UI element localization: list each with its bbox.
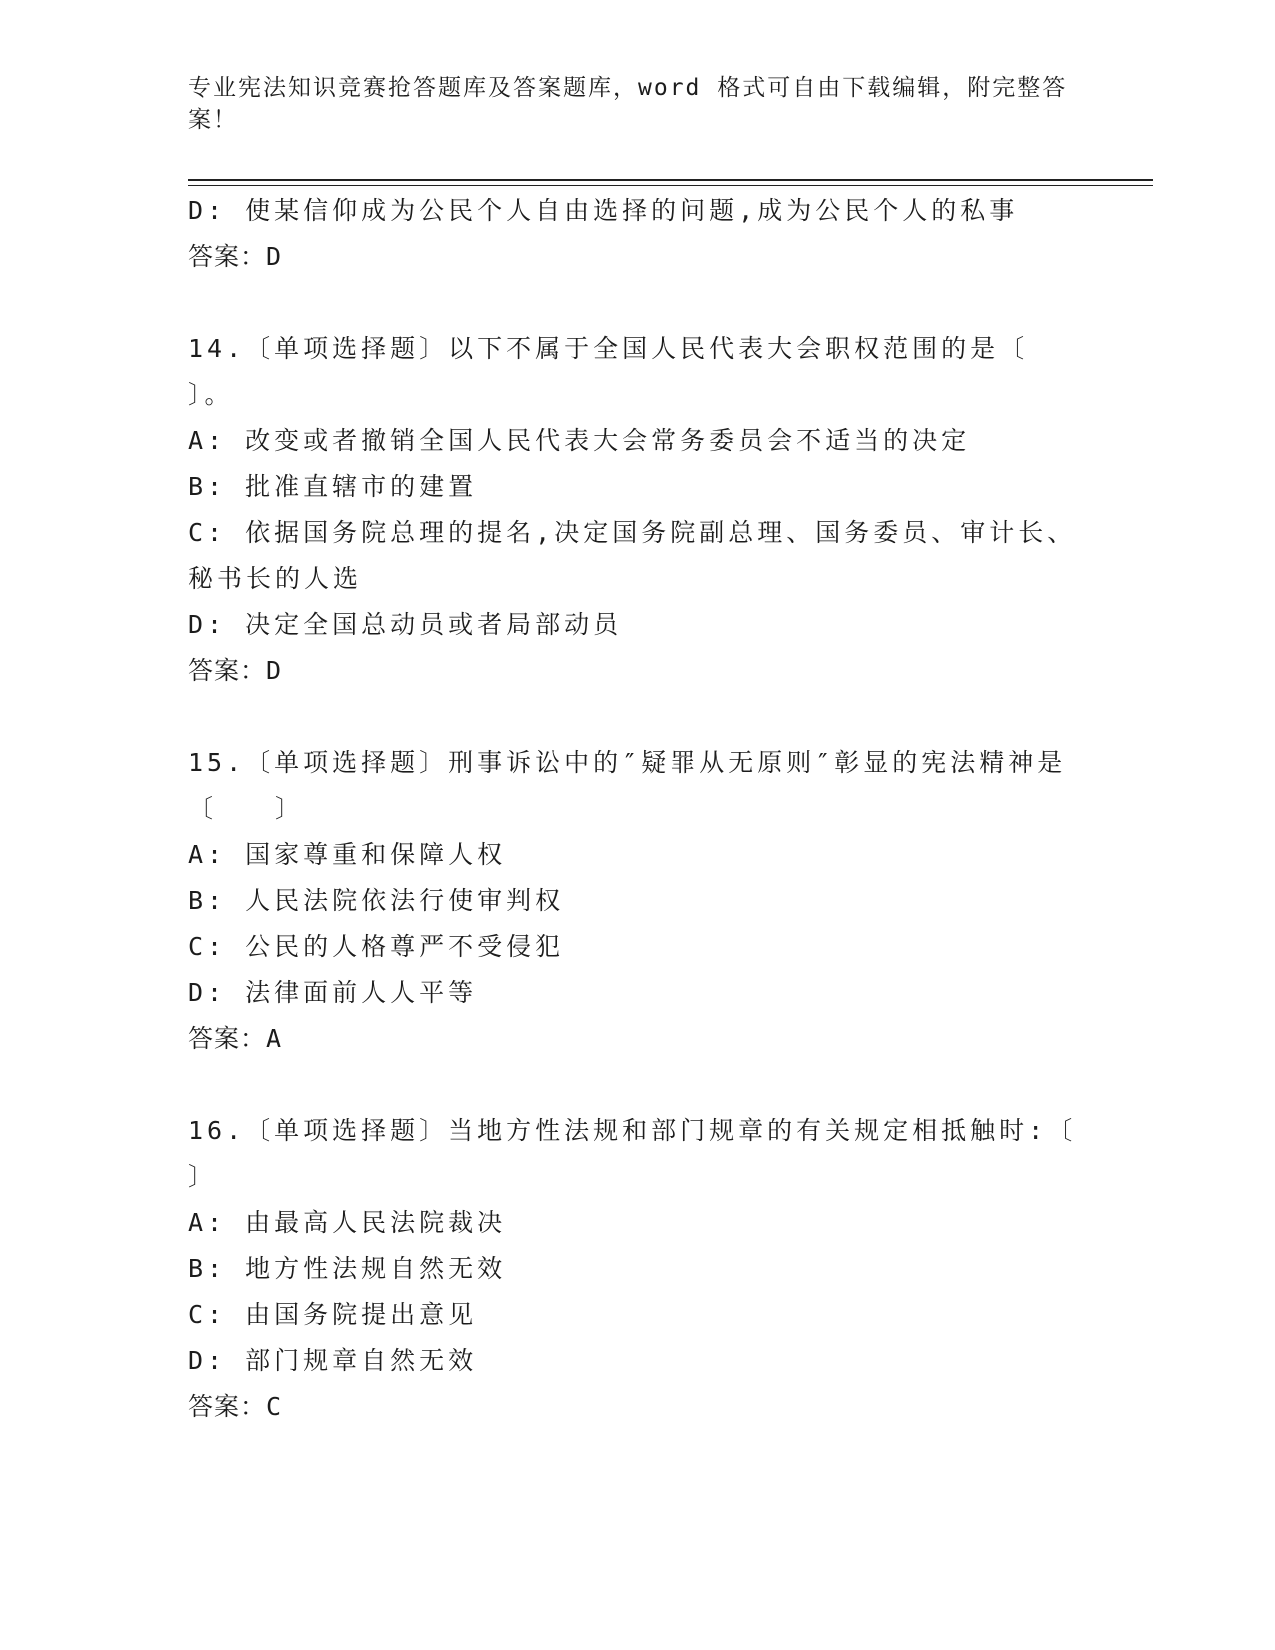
question-16 (188, 1108, 1088, 1430)
answer-label: 答案： (188, 1024, 267, 1053)
question-fragment-13 (188, 188, 1088, 280)
question-stem-continued: 〕。 (188, 380, 234, 409)
answer-line (188, 1016, 1088, 1062)
answer-line (188, 234, 1088, 280)
question-stem-continued: 〕 (188, 1162, 218, 1191)
option-d: D: 法律面前人人平等 (188, 978, 478, 1007)
answer-label: 答案： (188, 656, 267, 685)
document-body (188, 188, 1088, 1430)
spacer (188, 694, 1088, 740)
answer-label: 答案： (188, 242, 267, 271)
answer-value: D (266, 656, 283, 685)
question-15 (188, 740, 1088, 1062)
answer-line (188, 648, 1088, 694)
question-14 (188, 326, 1088, 694)
answer-value: D (266, 242, 283, 271)
answer-value: A (266, 1024, 283, 1053)
option-b: B: 批准直辖市的建置 (188, 472, 478, 501)
question-stem: 14.〔单项选择题〕以下不属于全国人民代表大会职权范围的是〔 (188, 334, 1029, 363)
option-b: B: 地方性法规自然无效 (188, 1254, 507, 1283)
spacer (188, 280, 1088, 326)
option-c: C: 依据国务院总理的提名,决定国务院副总理、国务委员、审计长、 (188, 518, 1077, 547)
option-c-continued: 秘书长的人选 (188, 564, 363, 593)
option-a: A: 改变或者撤销全国人民代表大会常务委员会不适当的决定 (188, 426, 971, 455)
answer-label: 答案： (188, 1392, 267, 1421)
spacer (188, 1062, 1088, 1108)
question-stem-continued: 〔 〕 (188, 794, 305, 823)
answer-value: C (266, 1392, 283, 1421)
option-d: D: 部门规章自然无效 (188, 1346, 478, 1375)
answer-line (188, 1384, 1088, 1430)
option-a: A: 由最高人民法院裁决 (188, 1208, 507, 1237)
question-stem: 15.〔单项选择题〕刑事诉讼中的″疑罪从无原则″彰显的宪法精神是 (188, 748, 1067, 777)
document-header: 专业宪法知识竞赛抢答题库及答案题库，word 格式可自由下载编辑，附完整答案！ (188, 75, 1068, 133)
option-c: C: 公民的人格尊严不受侵犯 (188, 932, 565, 961)
header-divider-thick (188, 179, 1153, 181)
question-stem: 16.〔单项选择题〕当地方性法规和部门规章的有关规定相抵触时:〔 (188, 1116, 1077, 1145)
option-d: D: 决定全国总动员或者局部动员 (188, 610, 623, 639)
option-c: C: 由国务院提出意见 (188, 1300, 478, 1329)
option-a: A: 国家尊重和保障人权 (188, 840, 507, 869)
option-b: B: 人民法院依法行使审判权 (188, 886, 565, 915)
header-divider-thin (188, 185, 1153, 186)
option-d: D: 使某信仰成为公民个人自由选择的问题,成为公民个人的私事 (188, 196, 1019, 225)
